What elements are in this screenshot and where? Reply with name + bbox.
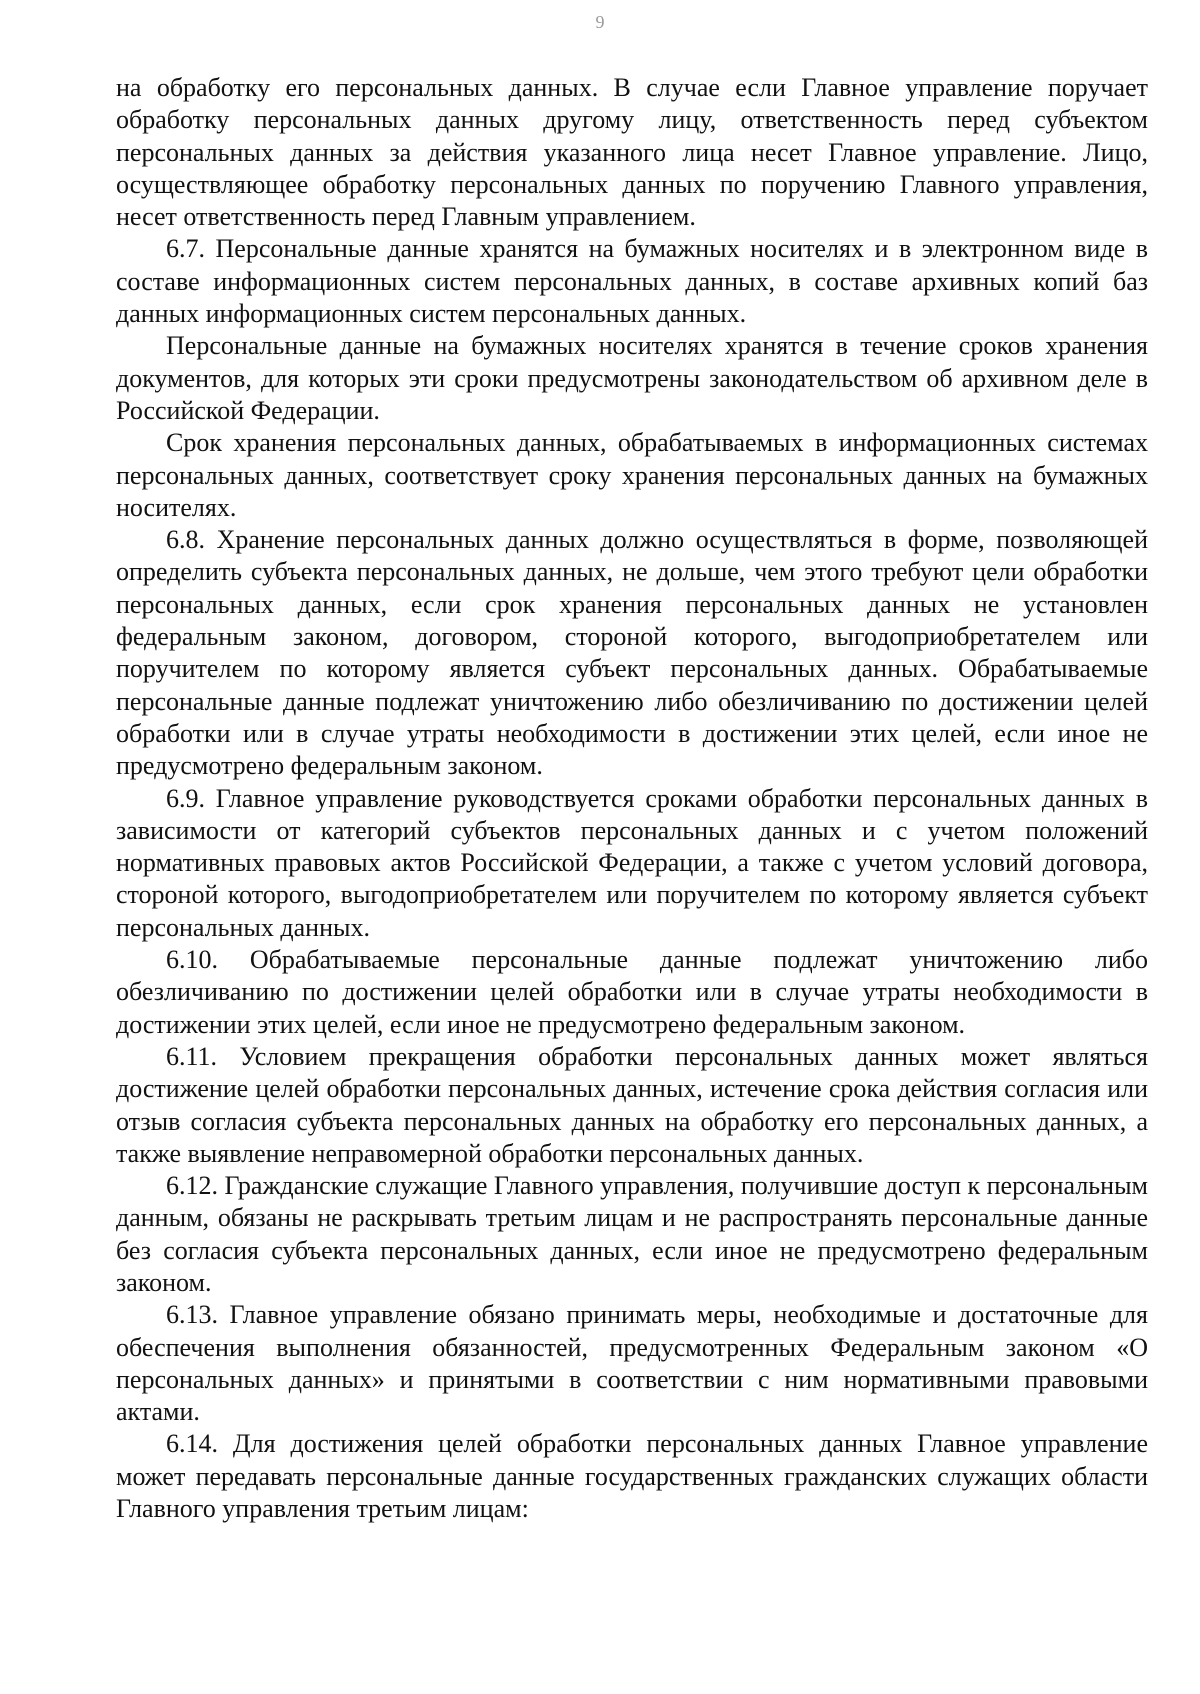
paragraph-continuation: на обработку его персональных данных. В случае если Главное управление поручает обработку персональных данных другому лицу, ответственность перед субъектом персональных данных за действия указанного лица несет Главное управление. Лицо, осуществляющее обработку персональных данных по поручению Главного управления, несет ответственность перед Главным управлением. xyxy=(116,73,1148,232)
paragraph-6-8: 6.8. Хранение персональных данных должно осуществляться в форме, позволяющей определить субъекта персональных данных, не дольше, чем этого требуют цели обработки персональных данных, если срок хранения персональных данных не установлен федеральным законом, договором, стороной которого, выгодоприобретателем или поручителем по которому является субъект персональных данных. Обрабатываемые персональные данные подлежат уничтожению либо обезличиванию по достижении целей обработки или в случае утраты необходимости в достижении этих целей, если иное не предусмотрено федеральным законом. xyxy=(116,525,1148,781)
paragraph-6-9: 6.9. Главное управление руководствуется сроками обработки персональных данных в зависимости от категорий субъектов персональных данных и с учетом положений нормативных правовых актов Российской Федерации, а также с учетом условий договора, стороной которого, выгодоприобретателем или поручителем по которому является субъект персональных данных. xyxy=(116,783,1148,942)
page-number: 9 xyxy=(595,12,605,32)
paragraph-6-12: 6.12. Гражданские служащие Главного управления, получившие доступ к персональным данным, обязаны не раскрывать третьим лицам и не распространять персональные данные без согласия субъекта персональных данных, если иное не предусмотрено федеральным законом. xyxy=(116,1171,1148,1297)
paragraph-6-10: 6.10. Обрабатываемые персональные данные подлежат уничтожению либо обезличиванию по достижении целей обработки или в случае утраты необходимости в достижении этих целей, если иное не предусмотрено федеральным законом. xyxy=(116,945,1148,1039)
paragraph-6-13: 6.13. Главное управление обязано принимать меры, необходимые и достаточные для обеспечения выполнения обязанностей, предусмотренных Федеральным законом «О персональных данных» и принятыми в соответствии с ним нормативными правовыми актами. xyxy=(116,1300,1148,1427)
paragraph-6-14: 6.14. Для достижения целей обработки персональных данных Главное управление может передавать персональные данные государственных гражданских служащих области Главного управления третьим лицам: xyxy=(116,1429,1148,1524)
paragraph-6-7-storage-term: Срок хранения персональных данных, обрабатываемых в информационных системах персональных данных, соответствует сроку хранения персональных данных на бумажных носителях. xyxy=(116,428,1148,522)
paragraph-6-11: 6.11. Условием прекращения обработки персональных данных может являться достижение целей обработки персональных данных, истечение срока действия согласия или отзыв согласия субъекта персональных данных на обработку его персональных данных, а также выявление неправомерной обработки персональных данных. xyxy=(116,1041,1148,1168)
paragraph-6-7-paper-storage: Персональные данные на бумажных носителях хранятся в течение сроков хранения документов, для которых эти сроки предусмотрены законодательством об архивном деле в Российской Федерации. xyxy=(116,331,1148,425)
document-body xyxy=(116,72,1148,1525)
paragraph-6-7: 6.7. Персональные данные хранятся на бумажных носителях и в электронном виде в составе информационных систем персональных данных, в составе архивных копий баз данных информационных систем персональных данных. xyxy=(116,234,1148,329)
